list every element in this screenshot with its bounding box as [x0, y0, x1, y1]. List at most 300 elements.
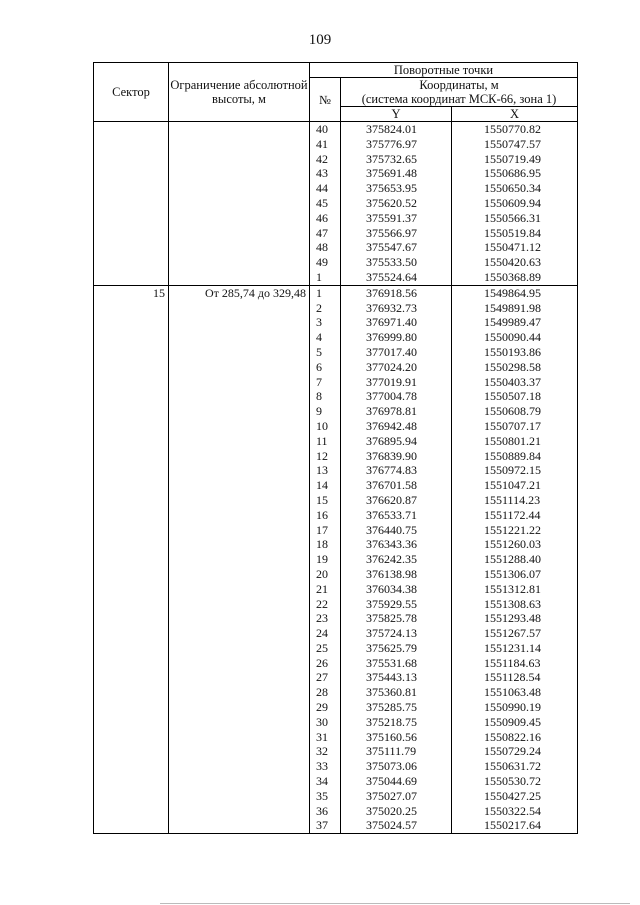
point-number-cell: 3	[310, 315, 341, 330]
limit-cell	[169, 641, 310, 656]
table-row	[94, 611, 578, 626]
table-body	[94, 122, 578, 834]
coord-y-cell: 376999.80	[341, 330, 452, 345]
coord-y-cell: 376895.94	[341, 434, 452, 449]
point-number-cell: 16	[310, 508, 341, 523]
scan-edge-line	[160, 903, 630, 904]
limit-cell	[169, 196, 310, 211]
sector-cell	[94, 240, 169, 255]
sector-cell	[94, 552, 169, 567]
point-number-cell: 8	[310, 389, 341, 404]
coord-y-cell: 376932.73	[341, 301, 452, 316]
coord-x-cell: 1549989.47	[452, 315, 578, 330]
point-number-cell: 46	[310, 211, 341, 226]
coordinates-table	[93, 62, 578, 834]
point-number-cell: 34	[310, 774, 341, 789]
header-coord-system: (система координат МСК-66, зона 1)	[361, 92, 557, 106]
limit-cell	[169, 730, 310, 745]
limit-cell	[169, 449, 310, 464]
table-row	[94, 759, 578, 774]
sector-cell	[94, 567, 169, 582]
sector-cell	[94, 345, 169, 360]
table-row	[94, 730, 578, 745]
point-number-cell: 10	[310, 419, 341, 434]
point-number-cell: 49	[310, 255, 341, 270]
table-row	[94, 670, 578, 685]
sector-cell	[94, 122, 169, 137]
point-number-cell: 18	[310, 537, 341, 552]
coord-y-cell: 375591.37	[341, 211, 452, 226]
coord-x-cell: 1550368.89	[452, 270, 578, 285]
coord-y-cell: 376620.87	[341, 493, 452, 508]
coord-x-cell: 1550707.17	[452, 419, 578, 434]
coord-x-cell: 1550608.79	[452, 404, 578, 419]
table-row	[94, 226, 578, 241]
point-number-cell: 29	[310, 700, 341, 715]
point-number-cell: 15	[310, 493, 341, 508]
table-row	[94, 774, 578, 789]
table-row	[94, 360, 578, 375]
table-row	[94, 715, 578, 730]
header-coords-label: Координаты, м	[419, 78, 499, 92]
point-number-cell: 31	[310, 730, 341, 745]
point-number-cell: 48	[310, 240, 341, 255]
limit-cell	[169, 611, 310, 626]
coord-y-cell: 375524.64	[341, 270, 452, 285]
sector-cell	[94, 508, 169, 523]
header-num: №	[310, 78, 341, 122]
point-number-cell: 28	[310, 685, 341, 700]
coord-y-cell: 375024.57	[341, 818, 452, 833]
header-sector: Сектор	[94, 63, 169, 122]
sector-cell	[94, 818, 169, 833]
coord-x-cell: 1551312.81	[452, 582, 578, 597]
limit-cell	[169, 463, 310, 478]
coord-y-cell: 376138.98	[341, 567, 452, 582]
limit-cell	[169, 419, 310, 434]
sector-cell	[94, 670, 169, 685]
sector-cell	[94, 152, 169, 167]
sector-cell	[94, 523, 169, 538]
coord-x-cell: 1551267.57	[452, 626, 578, 641]
limit-cell	[169, 597, 310, 612]
coord-y-cell: 375625.79	[341, 641, 452, 656]
table-row	[94, 419, 578, 434]
limit-cell	[169, 552, 310, 567]
sector-cell	[94, 255, 169, 270]
table-row	[94, 345, 578, 360]
table-row	[94, 389, 578, 404]
limit-cell	[169, 789, 310, 804]
sector-cell	[94, 226, 169, 241]
limit-cell	[169, 152, 310, 167]
sector-cell	[94, 196, 169, 211]
sector-cell	[94, 463, 169, 478]
coord-x-cell: 1551293.48	[452, 611, 578, 626]
header-limit: Ограничение абсолютной высоты, м	[169, 63, 310, 122]
coord-x-cell: 1550990.19	[452, 700, 578, 715]
table-row	[94, 744, 578, 759]
coord-y-cell: 376343.36	[341, 537, 452, 552]
table-row	[94, 434, 578, 449]
table-row	[94, 523, 578, 538]
coord-x-cell: 1550909.45	[452, 715, 578, 730]
limit-cell	[169, 389, 310, 404]
sector-cell	[94, 774, 169, 789]
coord-x-cell: 1550519.84	[452, 226, 578, 241]
limit-cell	[169, 700, 310, 715]
coord-y-cell: 376774.83	[341, 463, 452, 478]
coord-x-cell: 1550090.44	[452, 330, 578, 345]
table-row	[94, 552, 578, 567]
point-number-cell: 2	[310, 301, 341, 316]
sector-cell	[94, 493, 169, 508]
coord-y-cell: 377019.91	[341, 375, 452, 390]
sector-cell	[94, 419, 169, 434]
point-number-cell: 30	[310, 715, 341, 730]
limit-cell	[169, 685, 310, 700]
point-number-cell: 19	[310, 552, 341, 567]
sector-cell: 15	[94, 285, 169, 300]
table-row	[94, 301, 578, 316]
table-row	[94, 508, 578, 523]
sector-cell	[94, 389, 169, 404]
sector-cell	[94, 449, 169, 464]
coord-y-cell: 375443.13	[341, 670, 452, 685]
point-number-cell: 12	[310, 449, 341, 464]
limit-cell	[169, 656, 310, 671]
limit-cell	[169, 137, 310, 152]
point-number-cell: 11	[310, 434, 341, 449]
table-row	[94, 240, 578, 255]
limit-cell	[169, 315, 310, 330]
point-number-cell: 5	[310, 345, 341, 360]
table-row	[94, 404, 578, 419]
limit-cell	[169, 166, 310, 181]
coord-y-cell: 375732.65	[341, 152, 452, 167]
point-number-cell: 27	[310, 670, 341, 685]
coord-x-cell: 1550889.84	[452, 449, 578, 464]
coord-x-cell: 1550650.34	[452, 181, 578, 196]
limit-cell	[169, 122, 310, 137]
point-number-cell: 21	[310, 582, 341, 597]
point-number-cell: 41	[310, 137, 341, 152]
table-row	[94, 270, 578, 285]
sector-cell	[94, 641, 169, 656]
table-row	[94, 166, 578, 181]
coord-y-cell: 375073.06	[341, 759, 452, 774]
limit-cell: От 285,74 до 329,48	[169, 285, 310, 300]
limit-cell	[169, 626, 310, 641]
point-number-cell: 37	[310, 818, 341, 833]
coord-x-cell: 1550507.18	[452, 389, 578, 404]
limit-cell	[169, 478, 310, 493]
table-row	[94, 152, 578, 167]
table-row	[94, 818, 578, 833]
table-row	[94, 255, 578, 270]
limit-cell	[169, 345, 310, 360]
point-number-cell: 17	[310, 523, 341, 538]
table-row	[94, 122, 578, 137]
point-number-cell: 22	[310, 597, 341, 612]
coord-y-cell: 375111.79	[341, 744, 452, 759]
coord-x-cell: 1551308.63	[452, 597, 578, 612]
coord-y-cell: 377024.20	[341, 360, 452, 375]
sector-cell	[94, 700, 169, 715]
limit-cell	[169, 804, 310, 819]
limit-cell	[169, 211, 310, 226]
coord-x-cell: 1550427.25	[452, 789, 578, 804]
limit-cell	[169, 523, 310, 538]
coord-x-cell: 1551063.48	[452, 685, 578, 700]
limit-cell	[169, 493, 310, 508]
point-number-cell: 44	[310, 181, 341, 196]
point-number-cell: 35	[310, 789, 341, 804]
coord-x-cell: 1550193.86	[452, 345, 578, 360]
table-row	[94, 463, 578, 478]
sector-cell	[94, 582, 169, 597]
sector-cell	[94, 789, 169, 804]
coord-y-cell: 375027.07	[341, 789, 452, 804]
limit-cell	[169, 567, 310, 582]
coord-y-cell: 377017.40	[341, 345, 452, 360]
table-row	[94, 656, 578, 671]
point-number-cell: 45	[310, 196, 341, 211]
coord-x-cell: 1550322.54	[452, 804, 578, 819]
table-row	[94, 137, 578, 152]
point-number-cell: 47	[310, 226, 341, 241]
limit-cell	[169, 670, 310, 685]
coord-x-cell: 1551231.14	[452, 641, 578, 656]
coord-x-cell: 1549864.95	[452, 285, 578, 300]
sector-cell	[94, 270, 169, 285]
coord-y-cell: 375218.75	[341, 715, 452, 730]
coord-x-cell: 1551260.03	[452, 537, 578, 552]
coord-y-cell: 375285.75	[341, 700, 452, 715]
coord-y-cell: 376440.75	[341, 523, 452, 538]
header-coords	[341, 78, 578, 107]
table-row	[94, 211, 578, 226]
limit-cell	[169, 330, 310, 345]
coord-y-cell: 376978.81	[341, 404, 452, 419]
coord-y-cell: 376701.58	[341, 478, 452, 493]
limit-cell	[169, 759, 310, 774]
sector-cell	[94, 611, 169, 626]
table-row	[94, 493, 578, 508]
point-number-cell: 26	[310, 656, 341, 671]
coord-y-cell: 377004.78	[341, 389, 452, 404]
table-row	[94, 196, 578, 211]
table-row	[94, 449, 578, 464]
sector-cell	[94, 434, 169, 449]
coord-y-cell: 375724.13	[341, 626, 452, 641]
coord-y-cell: 375825.78	[341, 611, 452, 626]
coord-x-cell: 1550801.21	[452, 434, 578, 449]
limit-cell	[169, 226, 310, 241]
header-x: X	[452, 107, 578, 122]
coord-x-cell: 1550729.24	[452, 744, 578, 759]
coord-y-cell: 376533.71	[341, 508, 452, 523]
coord-x-cell: 1551288.40	[452, 552, 578, 567]
table-row	[94, 626, 578, 641]
table-row	[94, 597, 578, 612]
coord-y-cell: 375020.25	[341, 804, 452, 819]
limit-cell	[169, 404, 310, 419]
coord-x-cell: 1550822.16	[452, 730, 578, 745]
point-number-cell: 1	[310, 270, 341, 285]
limit-cell	[169, 715, 310, 730]
coord-x-cell: 1550530.72	[452, 774, 578, 789]
coord-x-cell: 1550403.37	[452, 375, 578, 390]
coord-y-cell: 375929.55	[341, 597, 452, 612]
coord-x-cell: 1550471.12	[452, 240, 578, 255]
limit-cell	[169, 434, 310, 449]
point-number-cell: 1	[310, 285, 341, 300]
coord-x-cell: 1550686.95	[452, 166, 578, 181]
table-row	[94, 700, 578, 715]
coord-y-cell: 375547.67	[341, 240, 452, 255]
coord-x-cell: 1551047.21	[452, 478, 578, 493]
sector-cell	[94, 597, 169, 612]
coord-x-cell: 1550217.64	[452, 818, 578, 833]
table-row	[94, 685, 578, 700]
sector-cell	[94, 744, 169, 759]
coord-y-cell: 375653.95	[341, 181, 452, 196]
limit-cell	[169, 582, 310, 597]
sector-cell	[94, 404, 169, 419]
coord-x-cell: 1550631.72	[452, 759, 578, 774]
header-turning-points: Поворотные точки	[310, 63, 578, 78]
coord-x-cell: 1550972.15	[452, 463, 578, 478]
coord-x-cell: 1551306.07	[452, 567, 578, 582]
table-row	[94, 537, 578, 552]
coord-y-cell: 376942.48	[341, 419, 452, 434]
sector-cell	[94, 375, 169, 390]
point-number-cell: 4	[310, 330, 341, 345]
sector-cell	[94, 537, 169, 552]
table-row	[94, 478, 578, 493]
coord-x-cell: 1551184.63	[452, 656, 578, 671]
coord-y-cell: 376839.90	[341, 449, 452, 464]
coord-x-cell: 1549891.98	[452, 301, 578, 316]
sector-cell	[94, 685, 169, 700]
point-number-cell: 6	[310, 360, 341, 375]
sector-cell	[94, 315, 169, 330]
point-number-cell: 42	[310, 152, 341, 167]
table-row	[94, 315, 578, 330]
limit-cell	[169, 255, 310, 270]
limit-cell	[169, 240, 310, 255]
coord-x-cell: 1551114.23	[452, 493, 578, 508]
point-number-cell: 24	[310, 626, 341, 641]
sector-cell	[94, 360, 169, 375]
limit-cell	[169, 818, 310, 833]
coord-x-cell: 1551128.54	[452, 670, 578, 685]
sector-cell	[94, 211, 169, 226]
coord-x-cell: 1550770.82	[452, 122, 578, 137]
limit-cell	[169, 774, 310, 789]
coord-y-cell: 376918.56	[341, 285, 452, 300]
page-number: 109	[308, 32, 332, 48]
coord-y-cell: 375531.68	[341, 656, 452, 671]
sector-cell	[94, 804, 169, 819]
sector-cell	[94, 626, 169, 641]
coord-x-cell: 1550566.31	[452, 211, 578, 226]
point-number-cell: 43	[310, 166, 341, 181]
table-row	[94, 181, 578, 196]
coord-y-cell: 375620.52	[341, 196, 452, 211]
sector-cell	[94, 478, 169, 493]
coord-y-cell: 375360.81	[341, 685, 452, 700]
table-row	[94, 285, 578, 300]
sector-cell	[94, 715, 169, 730]
coord-x-cell: 1550719.49	[452, 152, 578, 167]
sector-cell	[94, 166, 169, 181]
limit-cell	[169, 744, 310, 759]
table-row	[94, 641, 578, 656]
sector-cell	[94, 730, 169, 745]
coord-x-cell: 1550298.58	[452, 360, 578, 375]
table-row	[94, 804, 578, 819]
limit-cell	[169, 181, 310, 196]
sector-cell	[94, 656, 169, 671]
point-number-cell: 40	[310, 122, 341, 137]
point-number-cell: 14	[310, 478, 341, 493]
coord-y-cell: 375776.97	[341, 137, 452, 152]
limit-cell	[169, 375, 310, 390]
coord-y-cell: 376242.35	[341, 552, 452, 567]
coord-y-cell: 375044.69	[341, 774, 452, 789]
sector-cell	[94, 137, 169, 152]
limit-cell	[169, 301, 310, 316]
sector-cell	[94, 759, 169, 774]
point-number-cell: 7	[310, 375, 341, 390]
coord-x-cell: 1550420.63	[452, 255, 578, 270]
point-number-cell: 13	[310, 463, 341, 478]
coord-y-cell: 375824.01	[341, 122, 452, 137]
coord-y-cell: 375160.56	[341, 730, 452, 745]
coord-y-cell: 376971.40	[341, 315, 452, 330]
point-number-cell: 32	[310, 744, 341, 759]
coord-x-cell: 1550609.94	[452, 196, 578, 211]
limit-cell	[169, 508, 310, 523]
sector-cell	[94, 301, 169, 316]
table-row	[94, 582, 578, 597]
coord-x-cell: 1551172.44	[452, 508, 578, 523]
table-row	[94, 789, 578, 804]
header-y: Y	[341, 107, 452, 122]
point-number-cell: 25	[310, 641, 341, 656]
limit-cell	[169, 270, 310, 285]
coord-y-cell: 375566.97	[341, 226, 452, 241]
coord-y-cell: 375691.48	[341, 166, 452, 181]
limit-cell	[169, 537, 310, 552]
table-row	[94, 375, 578, 390]
coord-x-cell: 1551221.22	[452, 523, 578, 538]
coord-y-cell: 375533.50	[341, 255, 452, 270]
point-number-cell: 33	[310, 759, 341, 774]
sector-cell	[94, 330, 169, 345]
coord-x-cell: 1550747.57	[452, 137, 578, 152]
limit-cell	[169, 360, 310, 375]
point-number-cell: 20	[310, 567, 341, 582]
sector-cell	[94, 181, 169, 196]
point-number-cell: 36	[310, 804, 341, 819]
table-row	[94, 567, 578, 582]
table-row	[94, 330, 578, 345]
coord-y-cell: 376034.38	[341, 582, 452, 597]
point-number-cell: 23	[310, 611, 341, 626]
